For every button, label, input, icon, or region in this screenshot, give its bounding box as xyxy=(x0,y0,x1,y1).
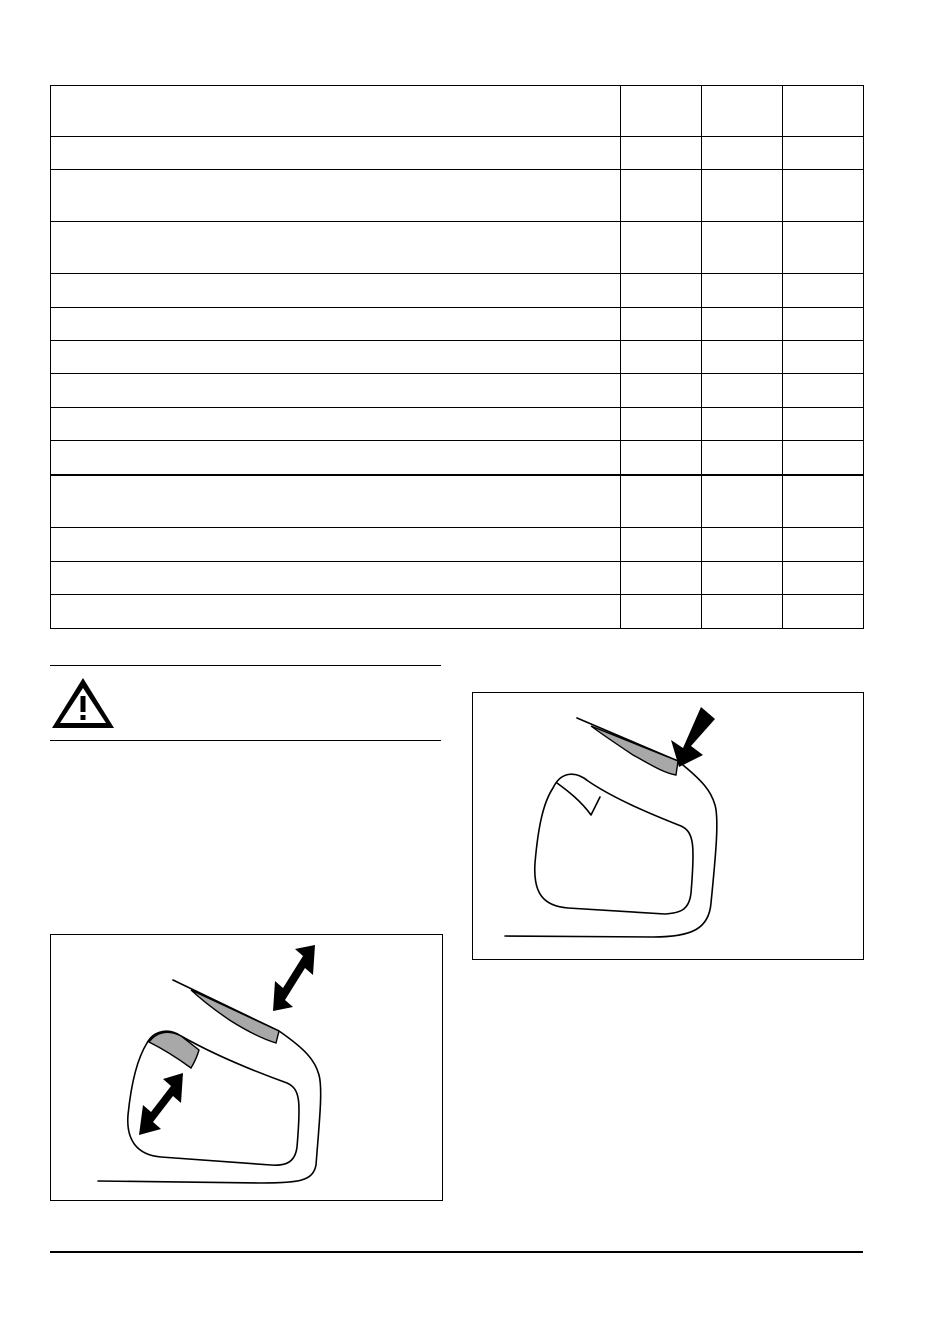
maintenance-table-body xyxy=(51,86,864,629)
table-cell xyxy=(702,170,783,222)
warning-bottom-rule xyxy=(50,740,441,741)
table-cell xyxy=(51,341,621,374)
table-cell xyxy=(51,170,621,222)
figure-adjust xyxy=(50,934,443,1201)
table-cell xyxy=(621,137,702,170)
table-cell xyxy=(702,562,783,595)
table-cell xyxy=(783,441,864,476)
table-cell xyxy=(702,374,783,408)
table-row xyxy=(51,595,864,629)
table-cell xyxy=(51,408,621,441)
table-row xyxy=(51,170,864,222)
table-cell xyxy=(783,170,864,222)
table-cell xyxy=(51,562,621,595)
table-cell xyxy=(702,441,783,476)
table-cell xyxy=(702,341,783,374)
table-cell xyxy=(783,86,864,137)
table-row xyxy=(51,137,864,170)
table-cell xyxy=(621,562,702,595)
table-cell xyxy=(621,528,702,562)
table-cell xyxy=(783,308,864,341)
table-row xyxy=(51,528,864,562)
table-cell xyxy=(783,408,864,441)
figure-press xyxy=(472,692,864,960)
table-cell xyxy=(702,408,783,441)
table-cell xyxy=(783,222,864,274)
table-row xyxy=(51,374,864,408)
table-cell xyxy=(621,441,702,476)
table-row xyxy=(51,408,864,441)
table-cell xyxy=(51,441,621,476)
table-cell xyxy=(621,341,702,374)
table-cell xyxy=(783,475,864,528)
table-cell xyxy=(702,222,783,274)
table-cell xyxy=(783,528,864,562)
table-cell xyxy=(51,222,621,274)
table-cell xyxy=(621,274,702,308)
table-cell xyxy=(702,475,783,528)
table-row xyxy=(51,274,864,308)
table-cell xyxy=(783,274,864,308)
table-row xyxy=(51,222,864,274)
table-cell xyxy=(702,86,783,137)
table-cell xyxy=(51,475,621,528)
table-cell xyxy=(702,137,783,170)
table-cell xyxy=(621,308,702,341)
table-cell xyxy=(621,374,702,408)
table-row xyxy=(51,562,864,595)
table-cell xyxy=(783,341,864,374)
table-cell xyxy=(783,562,864,595)
arrow-icon xyxy=(671,707,715,767)
table-cell xyxy=(51,308,621,341)
table-cell xyxy=(621,86,702,137)
table-cell xyxy=(783,595,864,629)
table-cell xyxy=(702,274,783,308)
table-cell xyxy=(783,137,864,170)
table-cell xyxy=(51,528,621,562)
table-cell xyxy=(783,374,864,408)
maintenance-table xyxy=(50,85,864,629)
table-row xyxy=(51,475,864,528)
footer-rule xyxy=(50,1251,863,1253)
table-cell xyxy=(621,170,702,222)
table-row xyxy=(51,341,864,374)
table-row xyxy=(51,441,864,476)
warning-triangle-icon xyxy=(50,675,116,731)
table-row xyxy=(51,86,864,137)
table-cell xyxy=(702,595,783,629)
table-cell xyxy=(621,595,702,629)
table-cell xyxy=(621,475,702,528)
table-cell xyxy=(51,374,621,408)
table-cell xyxy=(621,408,702,441)
warning-top-rule xyxy=(50,665,441,666)
table-cell xyxy=(51,595,621,629)
table-cell xyxy=(702,528,783,562)
table-cell xyxy=(51,274,621,308)
table-cell xyxy=(51,86,621,137)
table-row xyxy=(51,308,864,341)
table-cell xyxy=(702,308,783,341)
table-cell xyxy=(621,222,702,274)
table-cell xyxy=(51,137,621,170)
